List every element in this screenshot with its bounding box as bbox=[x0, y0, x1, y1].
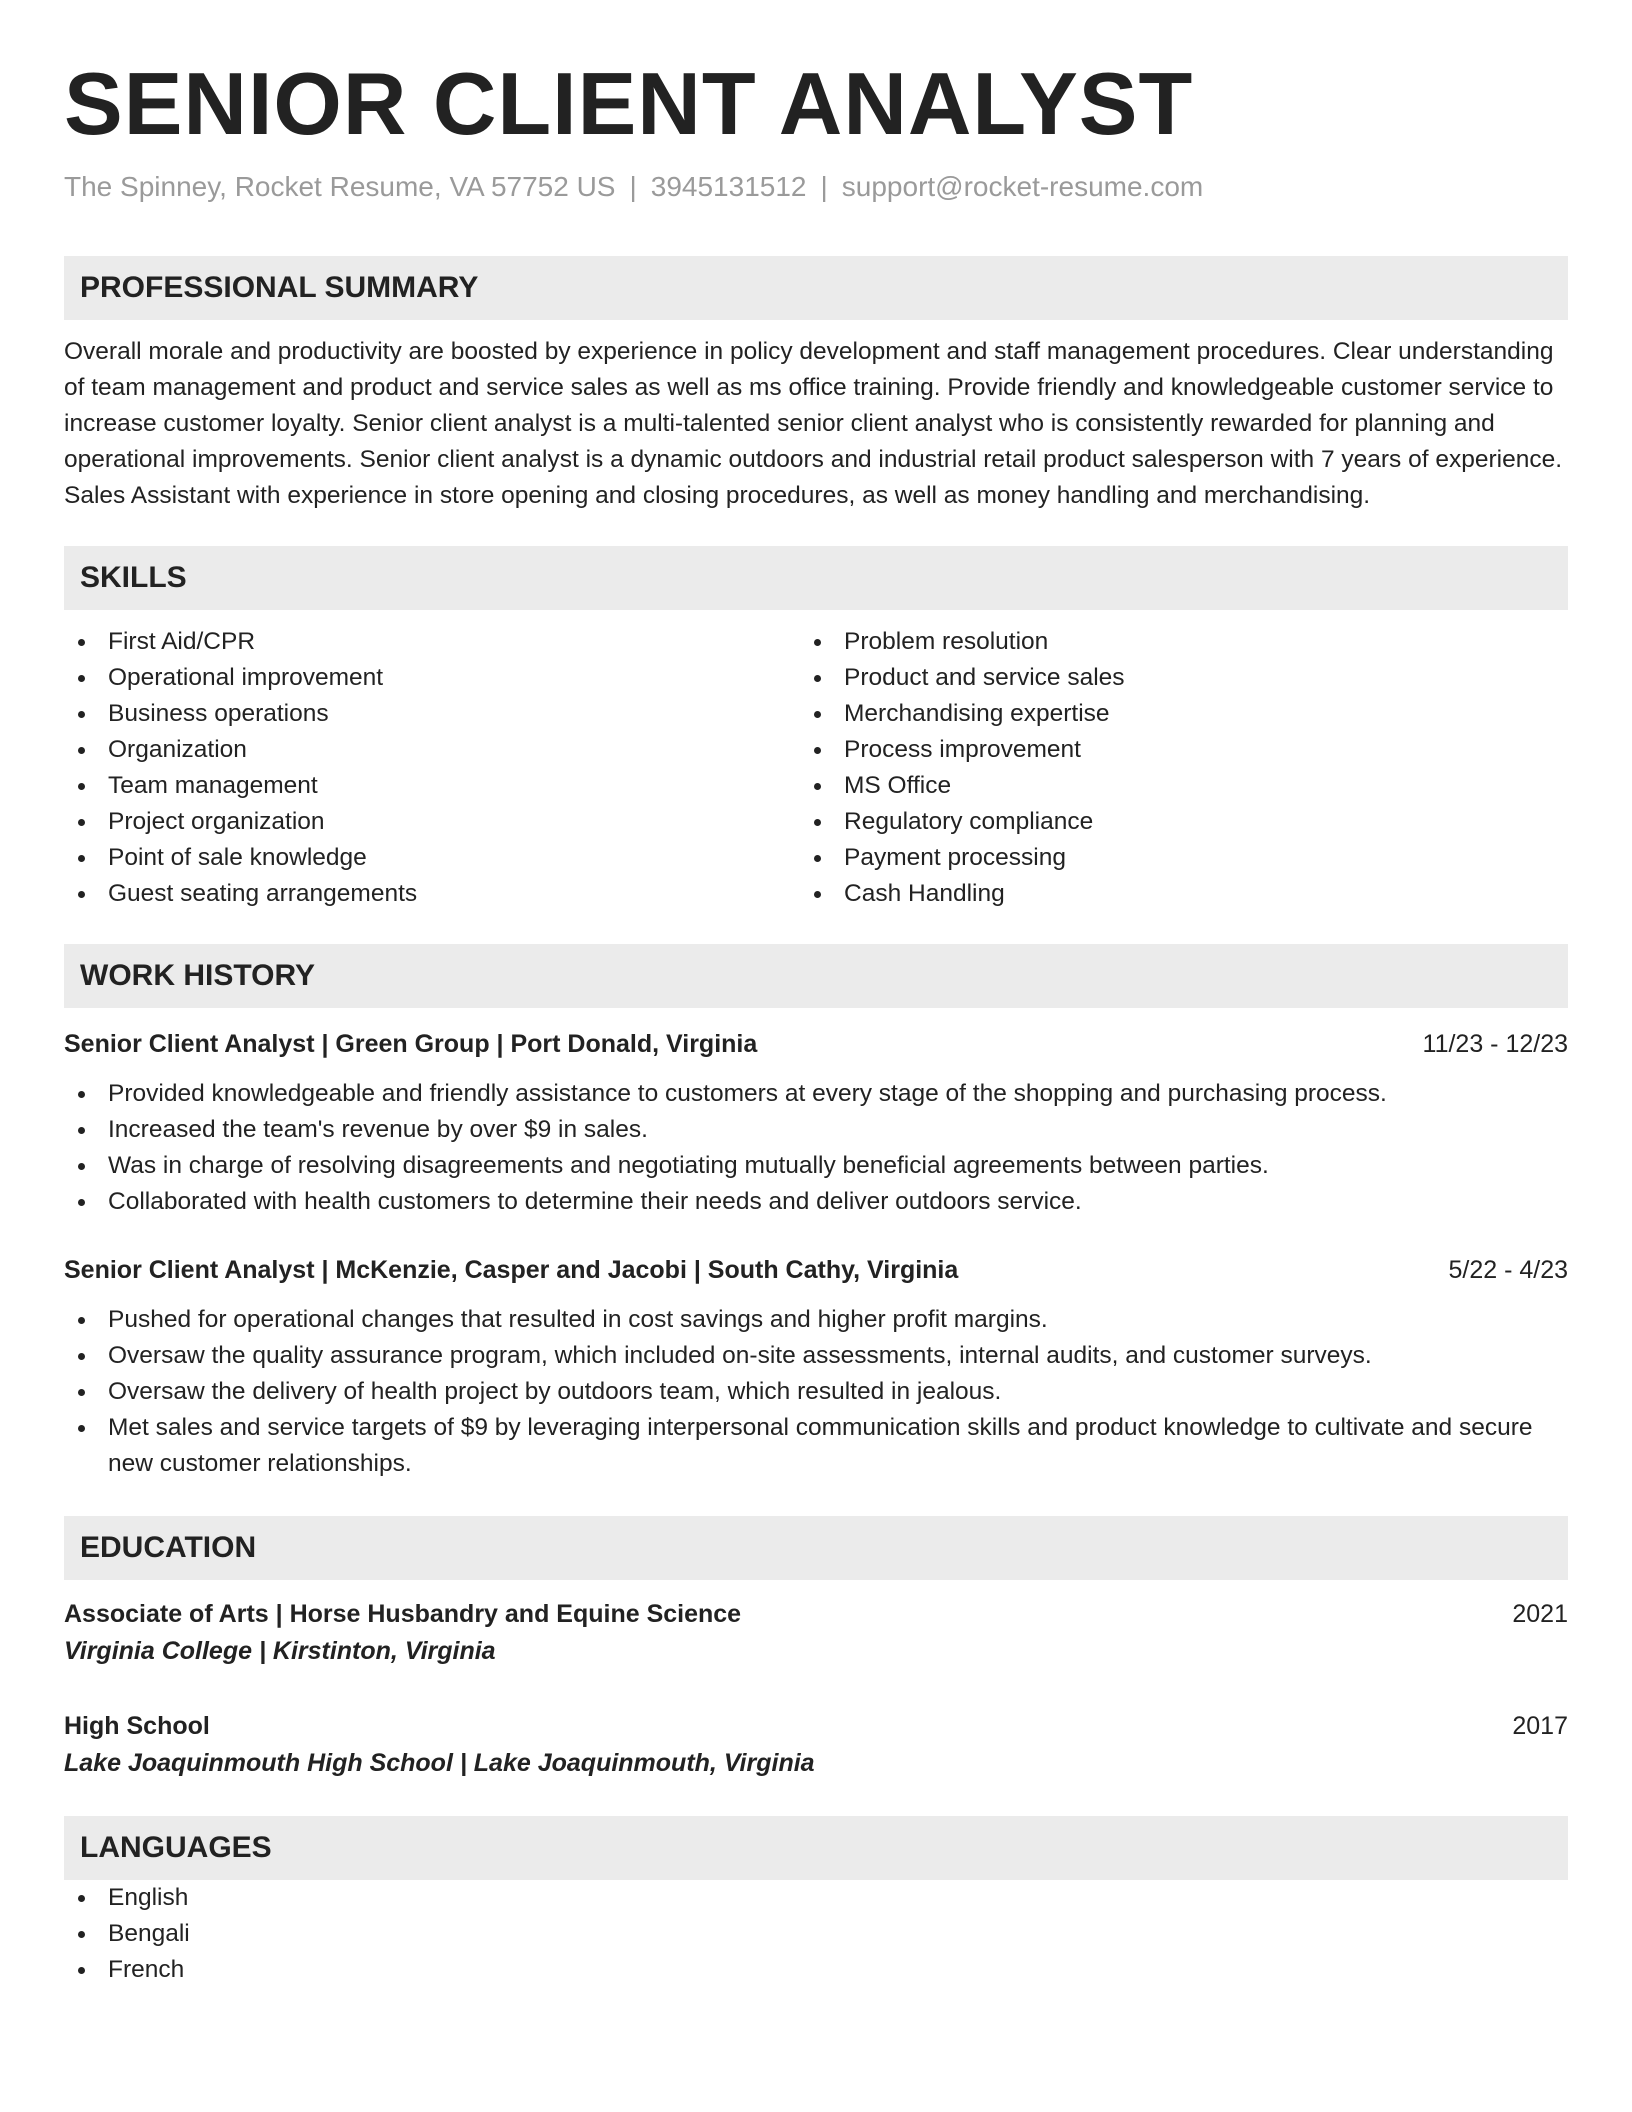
job-title: Senior Client Analyst | Green Group | Port Donald, Virginia bbox=[64, 1030, 758, 1058]
skills-column-right bbox=[800, 624, 1536, 912]
job-bullet: Provided knowledgeable and friendly assistance to customers at every stage of the shopping and purchasing process. bbox=[64, 1076, 1568, 1112]
skill-item: Process improvement bbox=[800, 732, 1536, 768]
skill-item: Regulatory compliance bbox=[800, 804, 1536, 840]
education-degree: Associate of Arts | Horse Husbandry and Equine Science bbox=[64, 1600, 742, 1628]
skill-item: Problem resolution bbox=[800, 624, 1536, 660]
contact-email: support@rocket-resume.com bbox=[841, 171, 1204, 202]
contact-line bbox=[64, 168, 1568, 206]
skills-list bbox=[64, 624, 1568, 912]
education-year: 2017 bbox=[1512, 1712, 1568, 1740]
education-entry bbox=[64, 1708, 1568, 1782]
job-bullet: Was in charge of resolving disagreements and negotiating mutually beneficial agreements between parties. bbox=[64, 1148, 1568, 1184]
language-item: English bbox=[64, 1880, 1568, 1916]
job-bullet: Oversaw the quality assurance program, which included on-site assessments, internal audits, and customer surveys. bbox=[64, 1338, 1568, 1374]
skill-item: Point of sale knowledge bbox=[64, 840, 800, 876]
job-bullet: Pushed for operational changes that resulted in cost savings and higher profit margins. bbox=[64, 1302, 1568, 1338]
job-bullets bbox=[64, 1302, 1568, 1482]
skill-item: Guest seating arrangements bbox=[64, 876, 800, 912]
job-header bbox=[64, 1026, 1568, 1062]
skills-column-left bbox=[64, 624, 800, 912]
skill-item: Cash Handling bbox=[800, 876, 1536, 912]
job-dates: 11/23 - 12/23 bbox=[1422, 1030, 1568, 1058]
education-degree: High School bbox=[64, 1712, 210, 1740]
skill-item: MS Office bbox=[800, 768, 1536, 804]
job-bullet: Oversaw the delivery of health project by outdoors team, which resulted in jealous. bbox=[64, 1374, 1568, 1410]
section-heading-education: EDUCATION bbox=[64, 1516, 1568, 1580]
education-year: 2021 bbox=[1512, 1600, 1568, 1628]
education-school: Lake Joaquinmouth High School | Lake Joaquinmouth, Virginia bbox=[64, 1749, 815, 1777]
section-heading-summary: PROFESSIONAL SUMMARY bbox=[64, 256, 1568, 320]
language-item: Bengali bbox=[64, 1916, 1568, 1952]
job-entry bbox=[64, 1252, 1568, 1482]
job-title: Senior Client Analyst | McKenzie, Casper and Jacobi | South Cathy, Virginia bbox=[64, 1256, 959, 1284]
job-dates: 5/22 - 4/23 bbox=[1448, 1256, 1568, 1284]
section-heading-work-history: WORK HISTORY bbox=[64, 944, 1568, 1008]
skill-item: Team management bbox=[64, 768, 800, 804]
education-header bbox=[64, 1596, 1568, 1632]
job-entry bbox=[64, 1026, 1568, 1220]
skill-item: Product and service sales bbox=[800, 660, 1536, 696]
education-entry bbox=[64, 1596, 1568, 1670]
language-item: French bbox=[64, 1952, 1568, 1988]
job-bullet: Increased the team's revenue by over $9 in sales. bbox=[64, 1112, 1568, 1148]
contact-address: The Spinney, Rocket Resume, VA 57752 US bbox=[64, 171, 616, 202]
contact-separator: | bbox=[820, 171, 828, 202]
skill-item: Business operations bbox=[64, 696, 800, 732]
job-bullet: Collaborated with health customers to determine their needs and deliver outdoors service. bbox=[64, 1184, 1568, 1220]
skill-item: First Aid/CPR bbox=[64, 624, 800, 660]
skill-item: Project organization bbox=[64, 804, 800, 840]
job-bullets bbox=[64, 1076, 1568, 1220]
contact-phone: 3945131512 bbox=[650, 171, 807, 202]
skill-item: Operational improvement bbox=[64, 660, 800, 696]
section-heading-languages: LANGUAGES bbox=[64, 1816, 1568, 1880]
languages-list bbox=[64, 1880, 1568, 1988]
skill-item: Organization bbox=[64, 732, 800, 768]
section-heading-skills: SKILLS bbox=[64, 546, 1568, 610]
candidate-name: SENIOR CLIENT ANALYST bbox=[64, 54, 1194, 153]
skill-item: Payment processing bbox=[800, 840, 1536, 876]
job-bullet: Met sales and service targets of $9 by leveraging interpersonal communication skills and product knowledge to cultivate and secure new customer relationships. bbox=[64, 1410, 1568, 1482]
job-header bbox=[64, 1252, 1568, 1288]
summary-text: Overall morale and productivity are boosted by experience in policy development and staff management procedures. Clear understanding of team management and product and service sales as well as ms office training. Provide friendly and knowledgeable customer service to increase customer loyalty. Senior client analyst is a multi-talented senior client analyst who is consistently rewarded for planning and operational improvements. Senior client analyst is a dynamic outdoors and industrial retail product salesperson with 7 years of experience. Sales Assistant with experience in store opening and closing procedures, as well as money handling and merchandising. bbox=[64, 338, 1563, 509]
contact-separator: | bbox=[629, 171, 637, 202]
education-header bbox=[64, 1708, 1568, 1744]
education-school: Virginia College | Kirstinton, Virginia bbox=[64, 1637, 496, 1665]
skill-item: Merchandising expertise bbox=[800, 696, 1536, 732]
